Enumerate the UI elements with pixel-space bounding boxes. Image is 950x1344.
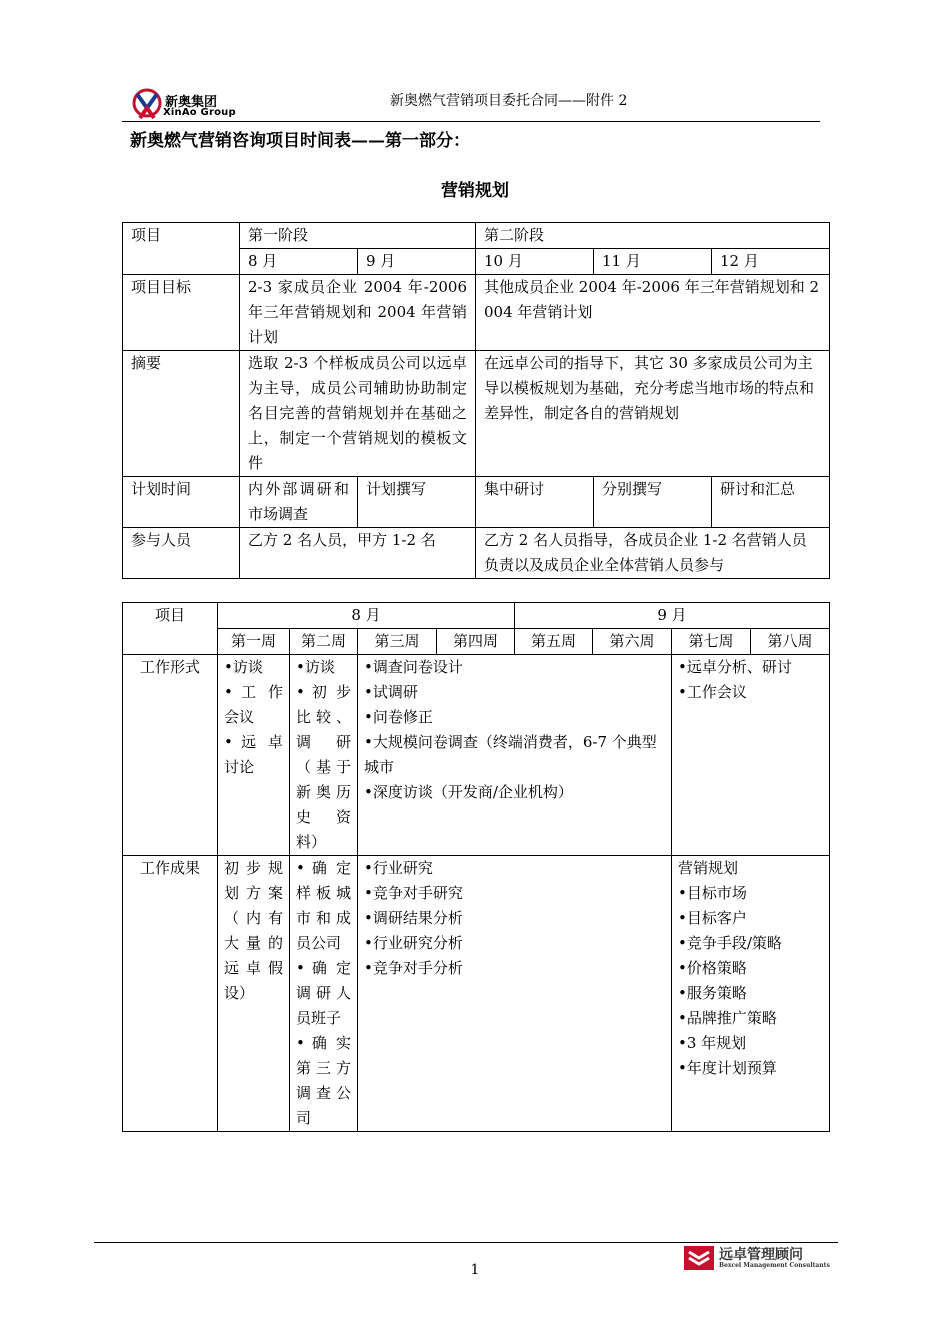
week-header: 第八周	[751, 629, 830, 655]
week-header: 第四周	[437, 629, 515, 655]
work-result-label: 工作成果	[123, 856, 218, 1132]
work-form-week7-8	[672, 655, 830, 856]
week-header: 第六周	[593, 629, 672, 655]
list-item: •服务策略	[678, 984, 747, 1002]
plan-cell: 集中研讨	[476, 477, 594, 528]
list-item: •竞争对手分析	[364, 959, 463, 977]
work-form-label: 工作形式	[123, 655, 218, 856]
goal-phase2: 其他成员企业 2004 年-2006 年三年营销规划和 2004 年营销计划	[476, 275, 830, 351]
phase-table	[122, 222, 830, 579]
weekly-table	[122, 602, 830, 1132]
plan-cell: 内外部调研和市场调查	[240, 477, 358, 528]
plan-cell: 分别撰写	[594, 477, 712, 528]
list-item: •价格策略	[678, 959, 747, 977]
document-title: 新奥燃气营销咨询项目时间表——第一部分：	[130, 131, 470, 151]
list-item: • 确 实 第三方调查公司	[296, 1034, 351, 1127]
xinao-logo	[132, 88, 244, 122]
list-item: •远卓分析、研讨	[678, 658, 792, 676]
week-header: 第五周	[515, 629, 593, 655]
phase1-header: 第一阶段	[240, 223, 476, 249]
list-item: •行业研究分析	[364, 934, 463, 952]
list-item: •访谈	[296, 658, 335, 676]
list-item: •问卷修正	[364, 708, 433, 726]
list-item: •目标客户	[678, 909, 747, 927]
plan-label: 计划时间	[123, 477, 240, 528]
month8-header: 8 月	[218, 603, 515, 629]
summary-phase1: 选取 2-3 个样板成员公司以远卓为主导，成员公司辅助协助制定名目完善的营销规划并在基础之上，制定一个营销规划的模板文件	[240, 351, 476, 477]
weekly-table-header-item: 项目	[123, 603, 218, 655]
people-label: 参与人员	[123, 528, 240, 579]
phase-table-header-item: 项目	[123, 223, 240, 275]
month-header: 11 月	[594, 249, 712, 275]
list-item: •行业研究	[364, 859, 433, 877]
list-item: • 确 定 样板城市和成员公司	[296, 859, 351, 952]
month9-header: 9 月	[515, 603, 830, 629]
summary-label: 摘要	[123, 351, 240, 477]
week-header: 第一周	[218, 629, 290, 655]
month-header: 12 月	[712, 249, 830, 275]
list-item: •调研结果分析	[364, 909, 463, 927]
logo-cn-text: 新奥集团	[165, 95, 218, 110]
goal-label: 项目目标	[123, 275, 240, 351]
footer-rule	[94, 1242, 838, 1243]
list-item: •工作会议	[678, 683, 747, 701]
list-item: •竞争手段/策略	[678, 934, 782, 952]
list-item: •调查问卷设计	[364, 658, 463, 676]
list-item: •试调研	[364, 683, 418, 701]
page-number: 1	[470, 1262, 480, 1278]
list-item: •3 年规划	[678, 1034, 747, 1052]
work-form-week3-6	[358, 655, 672, 856]
list-item: • 远 卓 讨论	[224, 733, 283, 776]
people-phase1: 乙方 2 名人员，甲方 1-2 名	[240, 528, 476, 579]
week-header: 第二周	[290, 629, 358, 655]
month-header: 8 月	[240, 249, 358, 275]
work-form-week2	[290, 655, 358, 856]
list-item: • 工 作 会议	[224, 683, 283, 726]
section-title: 营销规划	[441, 181, 509, 201]
work-form-week1	[218, 655, 290, 856]
goal-phase1: 2-3 家成员企业 2004 年-2006 年三年营销规划和 2004 年营销计划	[240, 275, 476, 351]
header-rule	[122, 121, 820, 122]
month-header: 10 月	[476, 249, 594, 275]
list-item: •深度访谈（开发商/企业机构）	[364, 783, 573, 801]
list-item: • 初 步 比较、 调 研 （基于新奥历 史 资 料）	[296, 683, 351, 851]
plan-cell: 计划撰写	[358, 477, 476, 528]
list-item: •年度计划预算	[678, 1059, 777, 1077]
people-phase2: 乙方 2 名人员指导，各成员企业 1-2 名营销人员负责以及成员企业全体营销人员参与	[476, 528, 830, 579]
month-header: 9 月	[358, 249, 476, 275]
work-result-week1: 初步规划方案（内有大量的远卓假设）	[218, 856, 290, 1132]
footer-logo-cn: 远卓管理顾问	[719, 1247, 803, 1263]
list-item: •目标市场	[678, 884, 747, 902]
running-title: 新奥燃气营销项目委托合同——附件 2	[390, 93, 628, 109]
list-item: 营销规划	[678, 859, 739, 877]
list-item: •品牌推广策略	[678, 1009, 777, 1027]
week-header: 第三周	[358, 629, 437, 655]
summary-phase2: 在远卓公司的指导下，其它 30 多家成员公司为主导以模板规划为基础，充分考虑当地市场的特点和差异性，制定各自的营销规划	[476, 351, 830, 477]
week-header: 第七周	[672, 629, 751, 655]
work-result-week2	[290, 856, 358, 1132]
phase2-header: 第二阶段	[476, 223, 830, 249]
xinao-logo-icon	[132, 88, 162, 122]
work-result-week7-8	[672, 856, 830, 1132]
plan-cell: 研讨和汇总	[712, 477, 830, 528]
logo-en-text: XinAo Group	[163, 107, 236, 118]
work-result-week3-6	[358, 856, 672, 1132]
list-item: •访谈	[224, 658, 263, 676]
list-item: •大规模问卷调查（终端消费者，6-7 个典型城市	[364, 733, 657, 776]
list-item: •竞争对手研究	[364, 884, 463, 902]
footer-logo-en: Bexcel Management Consultants	[719, 1262, 830, 1269]
list-item: • 确 定 调研人员班子	[296, 959, 351, 1027]
